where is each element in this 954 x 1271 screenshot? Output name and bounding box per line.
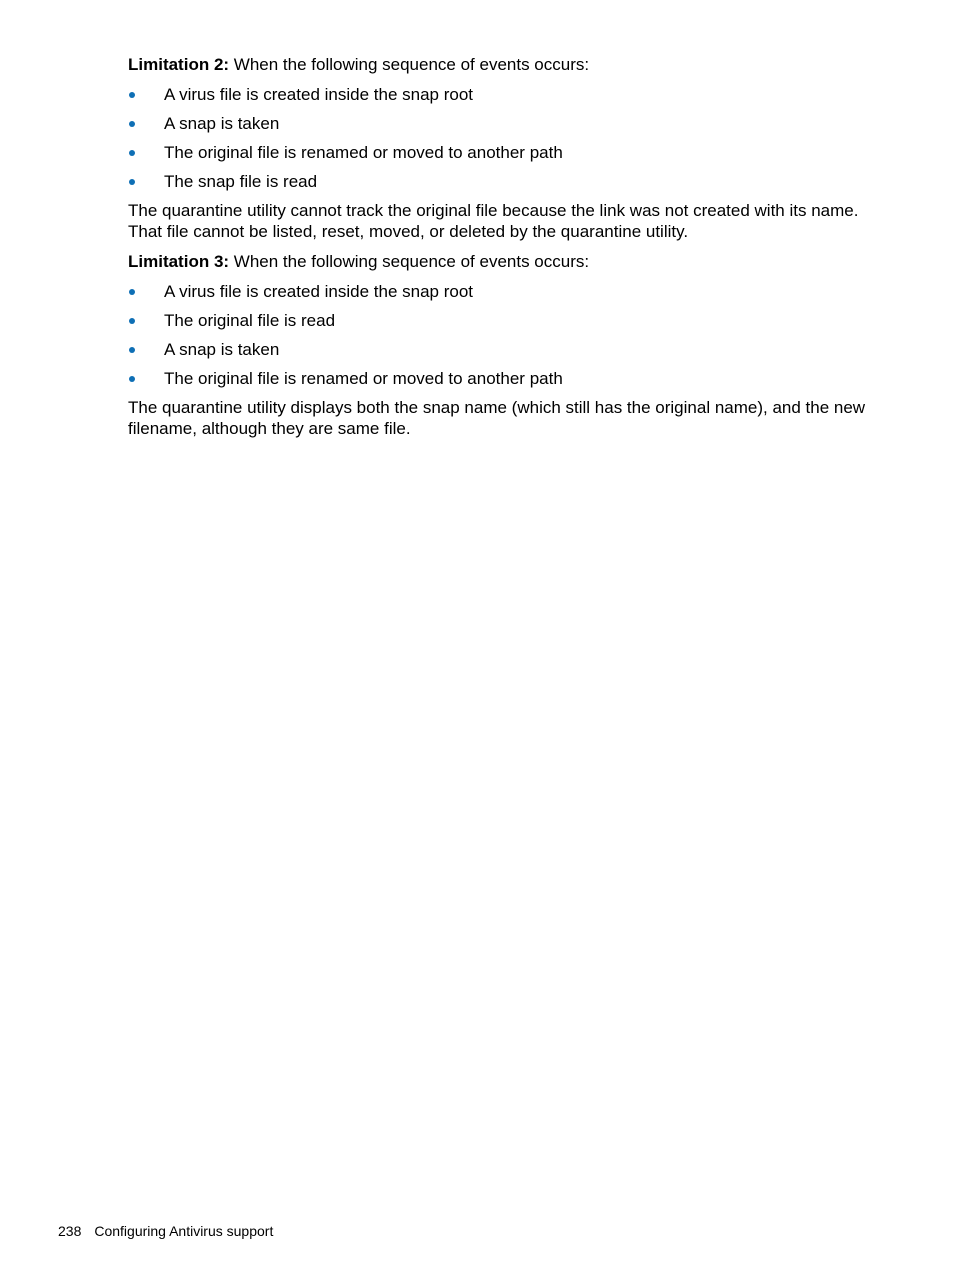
- list-item-text: The original file is read: [164, 311, 336, 330]
- limitation-3-intro-text: When the following sequence of events occurs:: [229, 252, 590, 271]
- bullet-icon: [129, 376, 135, 382]
- limitation-3-label: Limitation 3:: [128, 252, 230, 271]
- page-content: [128, 54, 873, 448]
- list-item-text: A virus file is created inside the snap root: [164, 85, 473, 104]
- list-item: [128, 113, 873, 134]
- limitation-3-intro: [128, 251, 873, 272]
- bullet-icon: [129, 179, 135, 185]
- list-item-text: The original file is renamed or moved to another path: [164, 369, 563, 388]
- list-item: [128, 339, 873, 360]
- list-item: [128, 142, 873, 163]
- page-footer: [58, 1222, 273, 1240]
- list-item-text: A virus file is created inside the snap root: [164, 282, 473, 301]
- limitation-2-label: Limitation 2:: [128, 55, 230, 74]
- limitation-2-intro: [128, 54, 873, 75]
- list-item: [128, 171, 873, 192]
- limitation-3-conclusion: The quarantine utility displays both the snap name (which still has the original name), and the new filename, although they are same file.: [128, 398, 866, 438]
- limitation-2-intro-text: When the following sequence of events occurs:: [229, 55, 590, 74]
- list-item: [128, 368, 873, 389]
- list-item: [128, 310, 873, 331]
- list-item-text: A snap is taken: [164, 114, 280, 133]
- bullet-icon: [129, 289, 135, 295]
- bullet-icon: [129, 121, 135, 127]
- bullet-icon: [129, 150, 135, 156]
- list-item: [128, 281, 873, 302]
- list-item-text: The original file is renamed or moved to another path: [164, 143, 563, 162]
- limitation-2-conclusion: The quarantine utility cannot track the original file because the link was not created with its name. That file cannot be listed, reset, moved, or deleted by the quarantine utility.: [128, 201, 859, 241]
- list-item-text: A snap is taken: [164, 340, 280, 359]
- bullet-icon: [129, 347, 135, 353]
- limitation-2-list: [128, 84, 873, 192]
- limitation-3-list: [128, 281, 873, 389]
- section-title: Configuring Antivirus support: [94, 1223, 274, 1239]
- list-item: [128, 84, 873, 105]
- bullet-icon: [129, 318, 135, 324]
- list-item-text: The snap file is read: [164, 172, 318, 191]
- bullet-icon: [129, 92, 135, 98]
- page-number: 238: [58, 1223, 82, 1239]
